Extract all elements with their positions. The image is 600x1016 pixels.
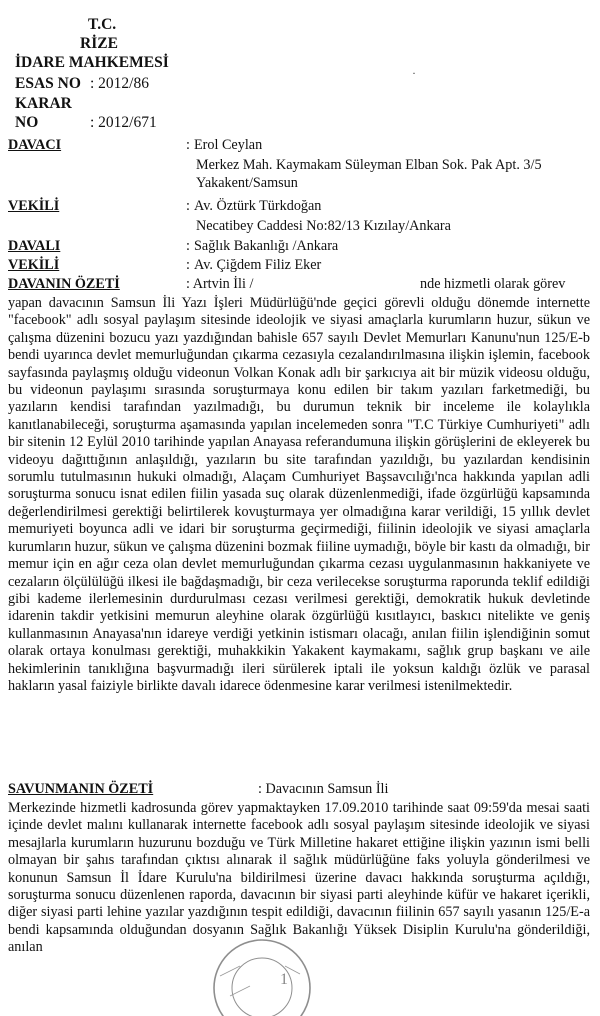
- court-line-city: RİZE: [80, 35, 118, 52]
- davaci-colon: :: [186, 137, 190, 153]
- davaci-name: Erol Ceylan: [194, 137, 263, 153]
- vekili1-label: VEKİLİ: [8, 198, 60, 214]
- davali-colon: :: [186, 238, 190, 254]
- seal-page-number: 1: [280, 971, 288, 988]
- davaci-addr1: Merkez Mah. Kaymakam Süleyman Elban Sok. Pak Apt. 3/5: [196, 157, 542, 173]
- court-name: İDARE MAHKEMESİ: [15, 54, 169, 71]
- vekili2-name: Av. Çiğdem Filiz Eker: [194, 257, 322, 273]
- davali-name: Sağlık Bakanlığı /Ankara: [194, 238, 339, 254]
- esas-label: ESAS NO: [15, 75, 81, 92]
- court-line-tc: T.C.: [88, 16, 117, 33]
- davaci-label: DAVACI: [8, 137, 62, 153]
- savunma-ozeti-first: : Davacının Samsun İli: [258, 781, 389, 797]
- dava-ozeti-label: DAVANIN ÖZETİ: [8, 276, 120, 292]
- margin-dot: ·: [412, 66, 416, 80]
- vekili1-name: Av. Öztürk Türkdoğan: [194, 198, 322, 214]
- dava-ozeti-first-b: nde hizmetli olarak görev: [420, 276, 566, 292]
- savunma-ozeti-label: SAVUNMANIN ÖZETİ: [8, 781, 154, 797]
- savunma-ozeti-paragraph: Merkezinde hizmetli kadrosunda görev yapmaktayken 17.09.2010 tarihinde saat 09:59'da mesai saati içinde devlet malını kullanarak internette facebook adlı sosyal paylaşım sitesinde ideolojik ve siyasi mesajlarla kurumların huzurunu bozduğu ve Türk Milletine hakaret ettiğine ilişkin yazının ismi belli olmayan bir şahıs tarafından çıktısı alınarak il sağlık müdürlüğüne faks yoluyla gönderilmesi ve konunun Samsun İl İdare Kurulu'na bildirilmesi üzerine davacı hakkında soruşturma açıldığı, soruşturma sonucu düzenlenen raporda, davacının bir siyasi parti aleyhinde küfür ve hakaret içerikli, diğer siyasi parti lehine yazılar yazdığının tespit edildiği, davacının fiilinin 657 sayılı yasanın 125/E-a bendi kapsamında olduğundan dosyanın Sağlık Bakanlığı Yüksek Disiplin Kurulu'na gönderildiği, anılan: [8, 800, 590, 956]
- karar-label: KARAR NO: [15, 95, 72, 131]
- dava-ozeti-paragraph: yapan davacının Samsun İli Yazı İşleri Müdürlüğü'nde geçici görevli olduğu dönemde internette "facebook" adlı sosyal paylaşım sitesinde ideolojik ve siyasi amaçlarla kurumların huzur, sükun ve çalışma düzenini bozucu yazı yazdığından bahisle 657 sayılı Devlet Memurları Kanunu'nun 125/E-b bendi uyarınca devlet memurluğundan çıkarma cezasıyla cezalandırılmasına ilişkin işlemin, facebook sayfasında paylaşmış olduğu videonun Volkan Konak adlı bir şarkıcıya ait bir müzik videosu olduğu, bu videonun paylaşımı sırasında soruşturmaya konu edilen bir takım yazıları farketmediği, bu yazıların kendisi tarafından yazılmadığı, bu durumun teknik bir inceleme ile kolaylıkla kanıtlanabileceği, soruşturma aşamasında yapılan incelemeden sonra "T.C Türkiye Cumhuriyeti" adlı bir sitenin 12 Eylül 2010 tarihinde yapılan Anayasa referandumuna ilişkin görüşlerini de ekleyerek bu videoyu dağıttığının anlaşıldığı, yazıların bu site tarafından yazıldığı, bu yazılardan kendisinin sorumlu tutulmasının hukuki olmadığı, Alaçam Cumhuriyet Başsavcılığı'nca hakkında yapılan adli soruşturma sonucu isnat edilen fiilin yasada suç olarak düzenlenmediği, ifade özgürlüğü kapsamında değerlendirilmesi gerektiği belirtilerek kovuşturmaya yer olmadığına karar verildiği, 15 yıllık devlet memuriyeti boyunca adli ve idari bir soruşturma geçirmediği, fiilinin ideolojik ve siyasi amaçlarla kurumların huzur, sükun ve çalışma düzenini bozmak fiiline uymadığı, böyle bir kastı da olmadığı, bir memur için en ağır ceza olan devlet memurluğundan çıkarma cezası uygulanmasının hakkaniyete ve cezaların ölçülülüğü ilkesi ile bağdaşmadığı, bir ceza verilecekse soruşturma raporunda teklif edildiği gibi kademe ilerlemesinin durdurulması cezası verilmesi gerektiği, demokratik hukuk devletinde idarenin takdir yetkisini memurun aleyhine olarak özgürlüğü kısıtlayıcı, baskıcı nitelikte ve geniş kullanmasının Anayasa'nın idareye verdiği yetkinin istismarı olacağı, anılan fiilin işlendiğinin somut olarak ortaya konulması gerektiği, muhakkikin Yakakent kaymakamı, sağlık grup başkanı ve aile hekimlerinin tanıklığına başvurmadığı ileri sürülerek iptali ile yoksun kaldığı özlük ve parasal hakların yasal faiziyle birlikte davalı idarece ödenmesine karar verilmesi istenilmektedir.: [8, 295, 590, 694]
- esas-no: [15, 74, 149, 93]
- dava-ozeti-text: [8, 295, 590, 695]
- davaci-addr2: Yakakent/Samsun: [196, 175, 298, 191]
- vekili1-colon: :: [186, 198, 190, 214]
- vekili2-colon: :: [186, 257, 190, 273]
- esas-value: : 2012/86: [90, 75, 149, 92]
- karar-no: [15, 94, 157, 132]
- vekili1-addr: Necatibey Caddesi No:82/13 Kızılay/Ankara: [196, 218, 451, 234]
- vekili2-label: VEKİLİ: [8, 257, 60, 273]
- dava-ozeti-first-a: : Artvin İli /: [186, 276, 254, 292]
- davali-label: DAVALI: [8, 238, 61, 254]
- karar-value: : 2012/671: [90, 114, 157, 131]
